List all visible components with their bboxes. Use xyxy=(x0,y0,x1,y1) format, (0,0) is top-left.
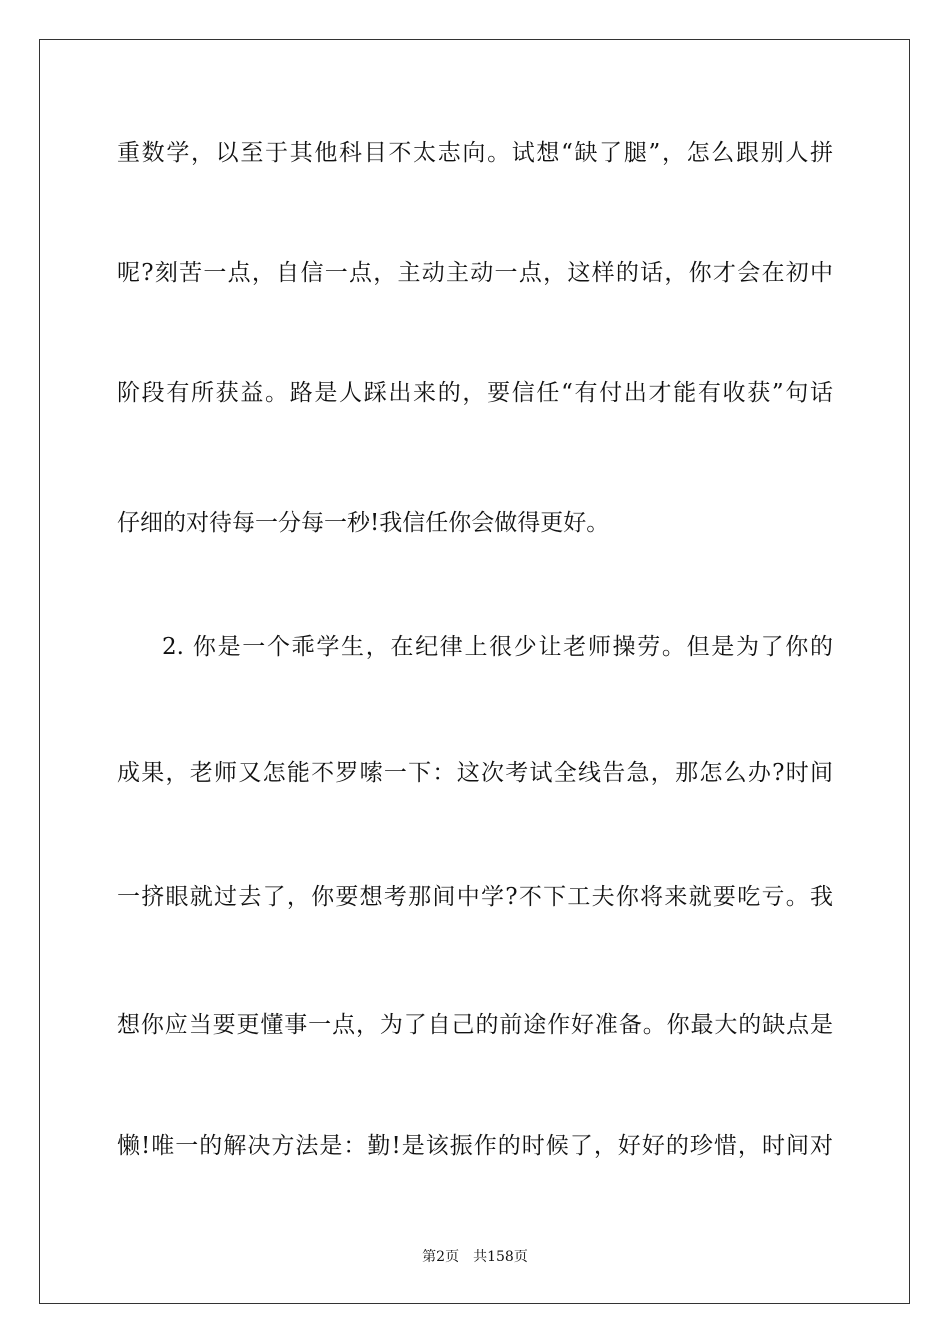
body-text-line-3: 阶段有所获益。路是人踩出来的，要信任“有付出才能有收获”句话 xyxy=(117,380,833,406)
body-text-line-6: 成果，老师又怎能不罗嗦一下：这次考试全线告急，那怎么办?时间 xyxy=(117,760,833,786)
body-text-line-8: 想你应当要更懂事一点，为了自己的前途作好准备。你最大的缺点是 xyxy=(117,1012,833,1038)
page-border xyxy=(39,39,910,1304)
body-text-line-7: 一挤眼就过去了，你要想考那间中学?不下工夫你将来就要吃亏。我 xyxy=(117,884,833,910)
page-number: 第2页 xyxy=(422,1249,460,1265)
body-text-line-1: 重数学，以至于其他科目不太志向。试想“缺了腿”，怎么跟别人拼 xyxy=(117,140,833,166)
body-text-line-2: 呢?刻苦一点，自信一点，主动主动一点，这样的话，你才会在初中 xyxy=(117,260,833,286)
page-footer xyxy=(0,1248,950,1266)
page-total: 共158页 xyxy=(473,1249,528,1265)
body-text-line-5: 2. 你是一个乖学生，在纪律上很少让老师操劳。但是为了你的 xyxy=(162,634,833,660)
body-text-line-4: 仔细的对待每一分每一秒!我信任你会做得更好。 xyxy=(117,510,610,536)
body-text-line-9: 懒!唯一的解决方法是：勤!是该振作的时候了，好好的珍惜，时间对 xyxy=(117,1133,833,1159)
